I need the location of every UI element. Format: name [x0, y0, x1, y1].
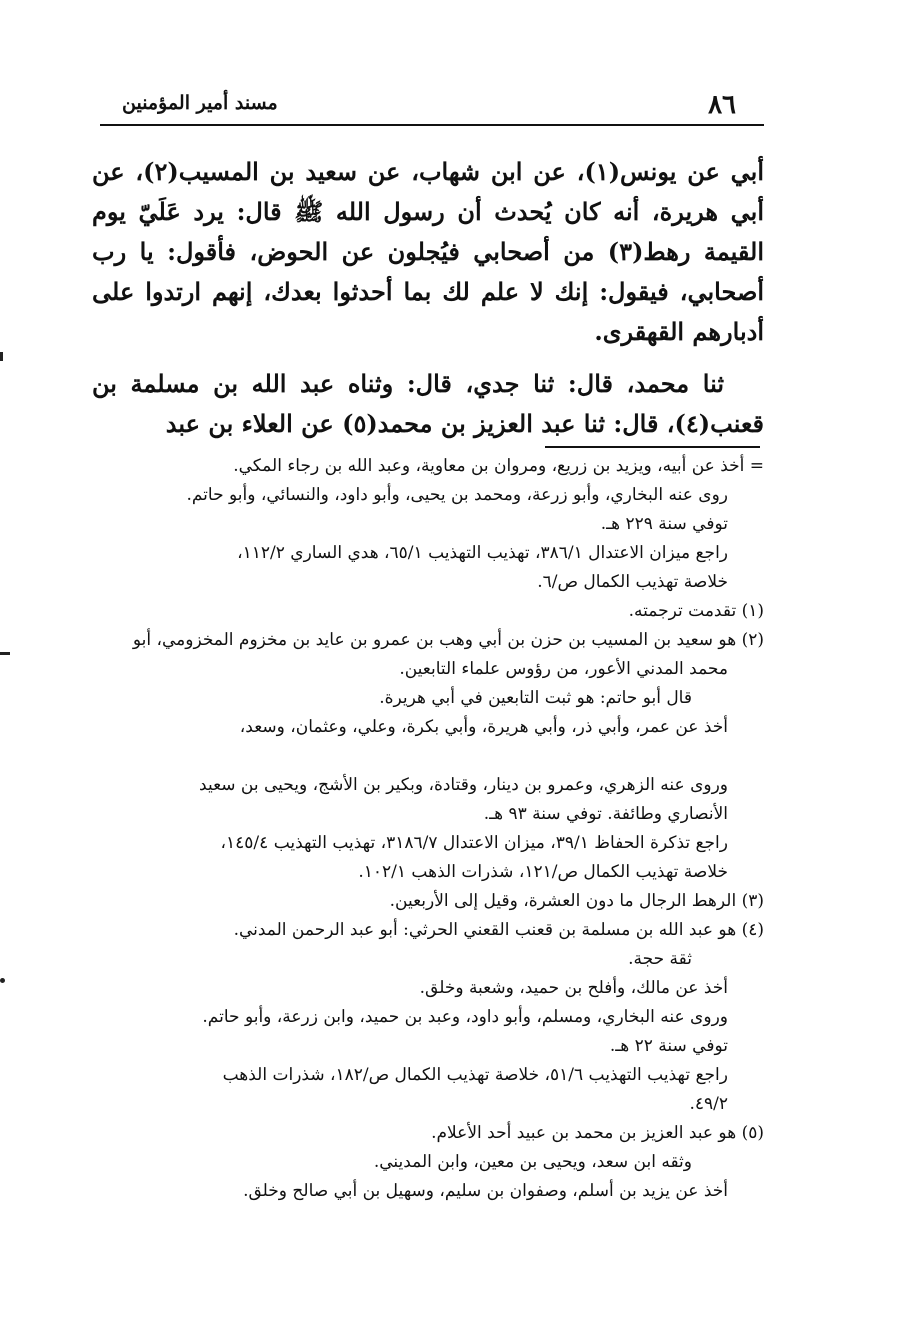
footnote-line: = أخذ عن أبيه، ويزيد بن زريع، ومروان بن معاوية، وعبد الله بن رجاء المكي.	[233, 456, 764, 476]
footnote-line: قال أبو حاتم: هو ثبت التابعين في أبي هريرة.	[379, 688, 692, 708]
footnote-line: راجع ميزان الاعتدال ٣٨٦/١، تهذيب التهذيب ٦٥/١، هدي الساري ١١٢/٢،	[237, 543, 728, 563]
footnote-line: توفي سنة ٢٢ هـ.	[609, 1036, 728, 1056]
footnote-line: (٤) هو عبد الله بن مسلمة بن قعنب القعني الحرثي: أبو عبد الرحمن المدني.	[233, 920, 764, 940]
footnote-line: وروى عنه الزهري، وعمرو بن دينار، وقتادة، وبكير بن الأشج، ويحيى بن سعيد	[199, 775, 728, 795]
footnotes	[92, 452, 764, 1206]
footnote-line: محمد المدني الأعور، من رؤوس علماء التابعين.	[399, 659, 728, 679]
footnote-line: خلاصة تهذيب الكمال ص/٦.	[537, 572, 728, 592]
scan-mark	[0, 978, 5, 983]
footnote-line: الأنصاري وطائفة. توفي سنة ٩٣ هـ.	[483, 804, 728, 824]
page-number: ٨٦	[708, 90, 736, 120]
footnote-line: روى عنه البخاري، وأبو زرعة، ومحمد بن يحيى، وأبو داود، والنسائي، وأبو حاتم.	[186, 485, 728, 505]
footnote-line: توفي سنة ٢٢٩ هـ.	[600, 514, 728, 534]
footnote-line: ثقة حجة.	[628, 949, 692, 969]
footnote-line: وروى عنه البخاري، ومسلم، وأبو داود، وعبد بن حميد، وابن زرعة، وأبو حاتم.	[202, 1007, 728, 1027]
footnote-line: (٥) هو عبد العزيز بن محمد بن عبيد أحد الأعلام.	[431, 1123, 764, 1143]
scan-mark	[0, 652, 10, 655]
page-header	[100, 84, 764, 126]
footnote-line: راجع تهذيب التهذيب ٥١/٦، خلاصة تهذيب الكمال ص/١٨٢، شذرات الذهب	[222, 1065, 728, 1085]
footnote-line: (٣) الرهط الرجال ما دون العشرة، وقيل إلى الأربعين.	[389, 891, 764, 911]
footnote-line: (١) تقدمت ترجمته.	[628, 601, 764, 621]
footnote-separator	[545, 446, 760, 448]
footnote-line: أخذ عن يزيد بن أسلم، وصفوان بن سليم، وسهيل بن أبي صالح وخلق.	[243, 1181, 728, 1201]
paragraph: أبي عن يونس(١)، عن ابن شهاب، عن سعيد بن المسيب(٢)، عن أبي هريرة، أنه كان يُحدث أن رسول الله ﷺ قال: يرد عَلَيّ يوم القيمة رهط(٣) من أصحابي فيُجلون عن الحوض، فأقول: يا رب أصحابي، فيقول: إنك لا علم لك بما أحدثوا بعدك، إنهم ارتدوا على أدبارهم القهقرى.	[92, 157, 765, 346]
footnote-line: خلاصة تهذيب الكمال ص/١٢١، شذرات الذهب ١٠٢/١.	[358, 862, 728, 882]
scan-mark	[0, 352, 3, 361]
footnote-line: ٤٩/٢.	[689, 1094, 728, 1114]
footnote-line: راجع تذكرة الحفاظ ٣٩/١، ميزان الاعتدال ٣١٨٦/٧، تهذيب التهذيب ١٤٥/٤،	[220, 833, 728, 853]
footnote-line: (٢) هو سعيد بن المسيب بن حزن بن أبي وهب بن عمرو بن عايد بن مخزوم المخزومي، أبو	[132, 630, 764, 650]
running-title: مسند أمير المؤمنين	[122, 92, 278, 114]
header-rule	[100, 124, 764, 126]
footnote-line	[92, 742, 764, 771]
main-text	[92, 152, 764, 444]
footnote-line: وثقه ابن سعد، ويحيى بن معين، وابن المديني.	[373, 1152, 692, 1172]
footnote-line: أخذ عن عمر، وأبي ذر، وأبي هريرة، وأبي بكرة، وعلي، وعثمان، وسعد،	[239, 717, 728, 737]
paragraph: ثنا محمد، قال: ثنا جدي، قال: وثناه عبد الله بن مسلمة بن قعنب(٤)، قال: ثنا عبد العزيز بن محمد(٥) عن العلاء بن عبد	[92, 369, 764, 438]
footnote-line: أخذ عن مالك، وأفلح بن حميد، وشعبة وخلق.	[419, 978, 728, 998]
